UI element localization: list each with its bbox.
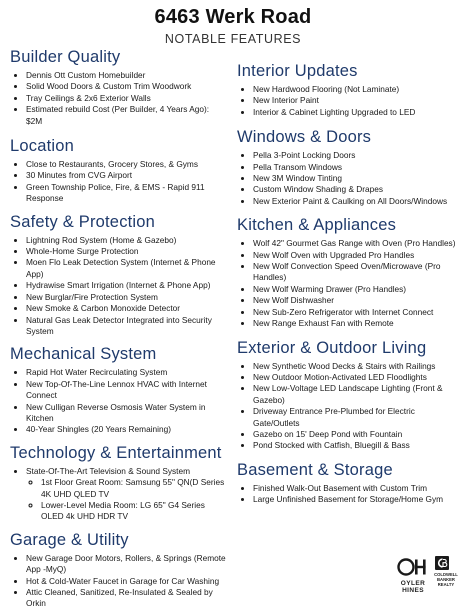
coldwell-banker-wordmark xyxy=(430,572,462,587)
right-column xyxy=(237,62,461,506)
list-item: • New Range Exhaust Fan with Remote xyxy=(253,318,461,329)
section-title: Exterior & Outdoor Living xyxy=(237,338,427,357)
section-kitchen xyxy=(237,216,461,329)
list-item: • New Hardwood Flooring (Not Laminate) xyxy=(253,84,461,95)
list-item-text: State-Of-The-Art Television & Sound System xyxy=(26,465,191,476)
section-exterior xyxy=(237,339,461,452)
list-item: • New Low-Voltage LED Landscape Lighting (Front & Gazebo) xyxy=(253,383,461,406)
feature-list xyxy=(10,466,226,523)
oyler-hines-wordmark xyxy=(397,580,429,594)
feature-list xyxy=(10,159,226,205)
list-item: • Tray Ceilings & 2x6 Exterior Walls xyxy=(26,93,226,104)
section-windows xyxy=(237,128,461,207)
section-title: Mechanical System xyxy=(10,345,157,364)
logo-text: BANKER xyxy=(437,577,455,582)
list-item: • New Interior Paint xyxy=(253,95,461,106)
list-item: • Gazebo on 15' Deep Pond with Fountain xyxy=(253,429,461,440)
list-item: • New Burglar/Fire Protection System xyxy=(26,292,226,303)
list-item: • New Synthetic Wood Decks & Stairs with Railings xyxy=(253,361,461,372)
list-item: • New Smoke & Carbon Monoxide Detector xyxy=(26,303,226,314)
list-item: • Pella 3-Point Locking Doors xyxy=(253,150,461,161)
list-item: • New Wolf Dishwasher xyxy=(253,295,461,306)
list-item: • Close to Restaurants, Grocery Stores, & Gyms xyxy=(26,159,226,170)
section-title: Kitchen & Appliances xyxy=(237,216,397,235)
section-title: Technology & Entertainment xyxy=(10,443,222,462)
list-item: • Custom Window Shading & Drapes xyxy=(253,184,461,195)
list-item: • Green Township Police, Fire, & EMS - Rapid 911 Response xyxy=(26,182,226,205)
section-garage xyxy=(10,531,226,610)
left-column xyxy=(10,46,226,610)
section-interior xyxy=(237,62,461,118)
list-item: • Whole-Home Surge Protection xyxy=(26,246,226,257)
section-title: Windows & Doors xyxy=(237,128,372,147)
list-item: • New Wolf Convection Speed Oven/Microwave (Pro Handles) xyxy=(253,261,461,284)
section-title: Interior Updates xyxy=(237,62,358,80)
list-item: • Lightning Rod System (Home & Gazebo) xyxy=(26,235,226,246)
section-title: Location xyxy=(10,137,74,156)
list-item: • New Exterior Paint & Caulking on All Doors/Windows xyxy=(253,196,461,207)
list-item: • Pond Stocked with Catfish, Bluegill & Bass xyxy=(253,440,461,451)
feature-list xyxy=(237,238,461,329)
list-item: • New Top-Of-The-Line Lennox HVAC with Internet Connect xyxy=(26,379,226,402)
list-item: • New Culligan Reverse Osmosis Water System in Kitchen xyxy=(26,402,226,425)
list-item: • 40-Year Shingles (20 Years Remaining) xyxy=(26,424,226,435)
list-item: • New Wolf Oven with Upgraded Pro Handles xyxy=(253,250,461,261)
sub-list-item: ◦ 1st Floor Great Room: Samsung 55" QN(D Series 4K UHD QLED TV xyxy=(41,477,226,500)
list-item: • Rapid Hot Water Recirculating System xyxy=(26,367,226,378)
section-technology xyxy=(10,444,226,523)
section-safety xyxy=(10,213,226,338)
sub-list-item: ◦ Lower-Level Media Room: LG 65" G4 Series OLED 4k UHD HDR TV xyxy=(41,500,226,523)
feature-list xyxy=(10,235,226,338)
list-item: • Finished Walk-Out Basement with Custom Trim xyxy=(253,483,461,494)
feature-list xyxy=(237,483,461,506)
logo-text: HINES xyxy=(402,587,424,594)
section-mechanical xyxy=(10,345,226,435)
feature-list xyxy=(237,84,461,118)
list-item: • Driveway Entrance Pre-Plumbed for Electric Gate/Outlets xyxy=(253,406,461,429)
section-title: Builder Quality xyxy=(10,48,121,66)
section-builder-quality xyxy=(10,48,226,127)
list-item: • Estimated rebuild Cost (Per Builder, 4 Years Ago): $2M xyxy=(26,104,226,127)
feature-list xyxy=(10,553,226,610)
list-item: • New Wolf Warming Drawer (Pro Handles) xyxy=(253,284,461,295)
brand-logos xyxy=(397,556,461,596)
list-item: • New 3M Window Tinting xyxy=(253,173,461,184)
list-item: • 30 Minutes from CVG Airport xyxy=(26,170,226,181)
list-item: • New Garage Door Motors, Rollers, & Springs (Remote App -MyQ) xyxy=(26,553,226,576)
list-item: • Pella Transom Windows xyxy=(253,162,461,173)
list-item xyxy=(26,466,226,523)
oyler-hines-logo xyxy=(397,556,427,580)
feature-list xyxy=(10,70,226,127)
list-item: • Large Unfinished Basement for Storage/Home Gym xyxy=(253,494,461,505)
coldwell-banker-logo-icon xyxy=(435,556,449,570)
list-item: • Wolf 42" Gourmet Gas Range with Oven (Pro Handles) xyxy=(253,238,461,249)
list-item: • New Outdoor Motion-Activated LED Floodlights xyxy=(253,372,461,383)
list-item: • New Sub-Zero Refrigerator with Internet Connect xyxy=(253,307,461,318)
logo-text: COLDWELL xyxy=(434,572,458,577)
list-item: • Solid Wood Doors & Custom Trim Woodwork xyxy=(26,81,226,92)
list-item: • Hot & Cold-Water Faucet in Garage for Car Washing xyxy=(26,576,226,587)
logo-text: REALTY xyxy=(437,582,455,587)
oyler-hines-mark-icon xyxy=(397,556,427,580)
page-title: 6463 Werk Road xyxy=(154,6,312,28)
list-item: • Interior & Cabinet Lighting Upgraded to LED xyxy=(253,107,461,118)
logo-text: OYLER xyxy=(400,580,426,587)
list-item: • Attic Cleaned, Sanitized, Re-Insulated & Sealed by Orkin xyxy=(26,587,226,610)
feature-list xyxy=(10,367,226,435)
section-title: Garage & Utility xyxy=(10,530,129,549)
list-item: • Natural Gas Leak Detector Integrated into Security System xyxy=(26,315,226,338)
page-subtitle: NOTABLE FEATURES xyxy=(164,32,302,46)
sub-list xyxy=(26,477,226,523)
feature-list xyxy=(237,150,461,207)
feature-list xyxy=(237,361,461,452)
section-location xyxy=(10,137,226,205)
list-item: • Hydrawise Smart Irrigation (Internet & Phone App) xyxy=(26,280,226,291)
list-item: • Dennis Ott Custom Homebuilder xyxy=(26,70,226,81)
section-basement xyxy=(237,461,461,506)
section-title: Safety & Protection xyxy=(10,212,156,231)
section-title: Basement & Storage xyxy=(237,460,393,479)
list-item: • Moen Flo Leak Detection System (Internet & Phone App) xyxy=(26,257,226,280)
